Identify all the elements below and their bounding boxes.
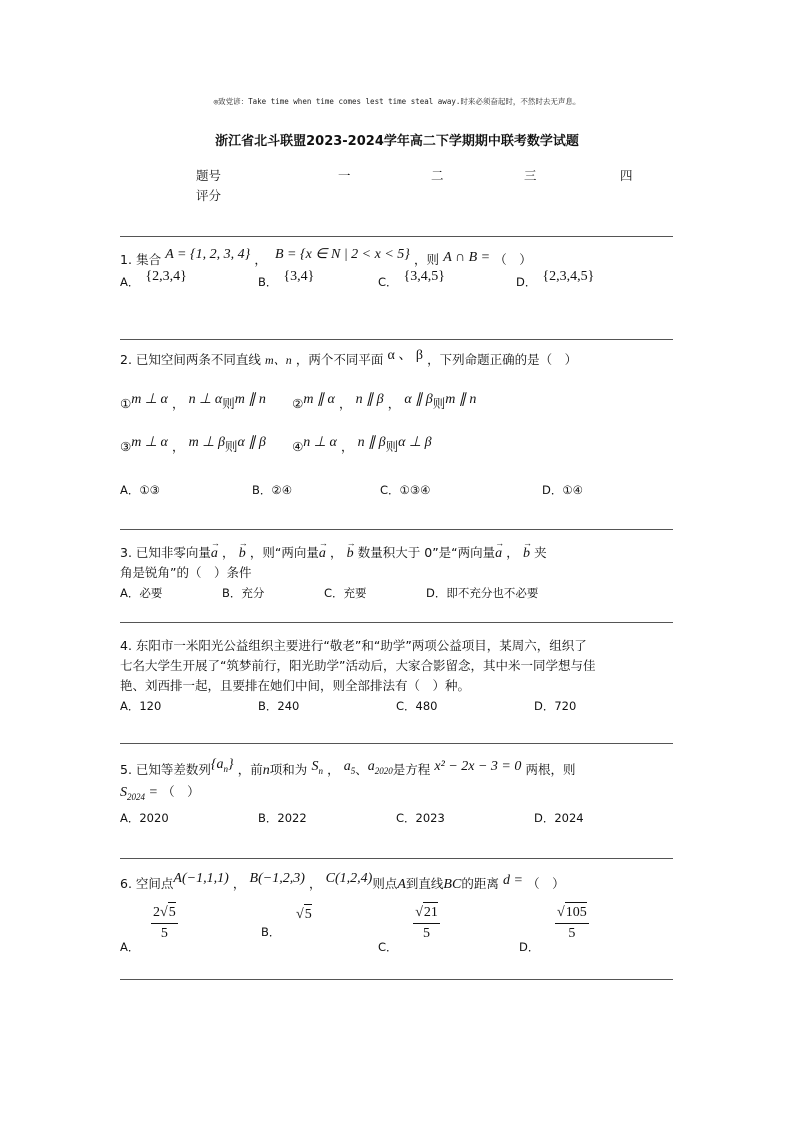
q1-intersection: A ∩ B = [443, 250, 491, 265]
q6-sep: ， [232, 876, 246, 891]
q1-text-then: ，则 [414, 252, 440, 267]
q1-blank: （ ） [494, 252, 532, 267]
q2-option-b[interactable]: B．②④ [252, 483, 293, 497]
q1-option-a[interactable]: A． {2,3,4} [120, 269, 187, 289]
divider [120, 743, 673, 744]
q5-option-a[interactable]: A．2020 [120, 811, 169, 825]
q3-sep: ， [329, 545, 343, 560]
q2-prop-4-a: n ⊥ α [303, 435, 337, 450]
q2-lines: m、n [265, 353, 292, 367]
divider [120, 529, 673, 530]
q3-text-4: 夹 [534, 545, 547, 560]
q2-prop-3-a: m ⊥ α [131, 435, 168, 450]
q5-option-c[interactable]: C．2023 [396, 811, 445, 825]
q2-prop-2-a: m ∥ α [303, 392, 335, 407]
q4-option-a[interactable]: A．120 [120, 699, 162, 713]
q3-text: 3. 已知非零向量 [120, 545, 211, 560]
question-2 [120, 350, 676, 370]
q3-vector-b: → b [523, 544, 530, 564]
q2-option-d[interactable]: D．①④ [542, 483, 583, 497]
q3-text-5: 角是锐角”的（ ）条件 [120, 565, 252, 580]
q2-then: 则 [385, 439, 399, 454]
q6-blank: （ ） [527, 876, 565, 891]
q3-text-3: 数量积大于 0”是“两向量 [357, 545, 496, 560]
q5-equation: x² − 2x − 3 = 0 [434, 759, 522, 774]
q6-point-a: A(−1,1,1) [173, 871, 229, 886]
divider [120, 236, 673, 237]
q5-option-b[interactable]: B．2022 [258, 811, 307, 825]
question-3 [120, 543, 676, 603]
q2-prop-1-marker: ① [120, 396, 132, 411]
q1-option-d[interactable]: D． {2,3,4,5} [516, 269, 595, 289]
q6-option-c[interactable]: C． $\frac{√21}{5}$ [378, 904, 440, 946]
score-col-4: 四 [620, 168, 633, 183]
q2-sep: ， [387, 396, 401, 411]
q5-text-4: 、 [355, 762, 368, 777]
q1-text: 集合 [136, 252, 162, 267]
q2-then: 则 [224, 439, 238, 454]
q1-sep: ， [254, 252, 267, 267]
q2-prop-1-a: m ⊥ α [131, 392, 168, 407]
q2-stem-3: ，下列命题正确的是（ ） [427, 352, 578, 367]
q6-text-2: 则点 [372, 876, 398, 891]
score-row-number [196, 166, 646, 186]
q6-sep: ， [309, 876, 322, 891]
score-label-grade: 评分 [196, 188, 222, 203]
question-1 [120, 247, 676, 296]
q5-option-d[interactable]: D．2024 [534, 811, 584, 825]
q2-propositions-row-2 [120, 437, 676, 457]
q5-a2020: $a_{2020}$ [367, 759, 393, 776]
q3-option-c[interactable]: C．充要 [324, 586, 367, 600]
divider [120, 622, 673, 623]
q3-vector-a: → a [211, 544, 218, 564]
score-row-grade [196, 186, 646, 206]
q2-prop-2-c: α ∥ β [404, 392, 433, 407]
q2-prop-3-c: α ∥ β [237, 435, 266, 450]
q2-sep: ， [172, 396, 185, 411]
q5-blank: （ ） [162, 784, 200, 799]
divider [120, 858, 673, 859]
q2-prop-4-c: α ⊥ β [398, 435, 432, 450]
q2-prop-3-b: m ⊥ β [188, 435, 225, 450]
question-4 [120, 636, 676, 716]
q6-option-a[interactable]: A． $\frac{2√5}{5}$ [120, 904, 178, 946]
q2-prop-1-c: m ∥ n [234, 392, 266, 407]
q2-stem-2: ，两个不同平面 [295, 352, 384, 367]
q1-option-b[interactable]: B． {3,4} [258, 269, 315, 289]
q6-text: 6. 空间点 [120, 876, 174, 891]
q3-option-a[interactable]: A．必要 [120, 586, 163, 600]
q5-sum-sn: $S_n$ [311, 759, 323, 776]
q5-text: 5. 已知等差数列 [120, 762, 211, 777]
q2-then: 则 [432, 396, 446, 411]
q6-point-b: B(−1,2,3) [249, 871, 305, 886]
question-6 [120, 871, 676, 954]
q1-option-c[interactable]: C． {3,4,5} [378, 269, 445, 289]
q3-vector-b: → b [239, 544, 246, 564]
q2-planes: α 、 β [387, 348, 423, 363]
q4-option-c[interactable]: C．480 [396, 699, 438, 713]
q3-vector-a: → a [319, 544, 326, 564]
q6-option-b[interactable]: B． √5 [261, 904, 312, 925]
q5-text-3: 项和为 [269, 762, 308, 777]
q3-vector-a: → a [495, 544, 502, 564]
q6-text-3: 到直线 [405, 876, 444, 891]
score-label-number: 题号 [196, 168, 222, 183]
q2-prop-1-b: n ⊥ α [188, 392, 223, 407]
q6-point-c: C(1,2,4) [325, 871, 373, 886]
page-motto: ◎致党谚：Take time when time comes lest time steal away.时来必须奋起时，不然时去无声息。 [213, 97, 581, 106]
score-col-2: 二 [431, 168, 444, 183]
q4-option-d[interactable]: D．720 [534, 699, 577, 713]
q5-n: n [262, 763, 270, 778]
q6-line-bc: BC [443, 877, 462, 892]
q3-text-2: ，则“两向量 [249, 545, 319, 560]
q2-prop-2-marker: ② [292, 396, 304, 411]
q2-prop-2-d: m ∥ n [445, 392, 477, 407]
q2-stem: 2. 已知空间两条不同直线 [120, 352, 261, 367]
exam-title: 浙江省北斗联盟2023-2024学年高二下学期期中联考数学试题 [215, 134, 579, 149]
q2-sep: ， [340, 439, 354, 454]
q6-text-4: 的距离 [461, 876, 499, 891]
score-table [196, 166, 646, 206]
q2-prop-3-marker: ③ [120, 439, 132, 454]
q2-prop-2-b: n ∥ β [355, 392, 384, 407]
q2-option-c[interactable]: C．①③④ [380, 483, 431, 497]
q2-options [120, 480, 676, 500]
q2-sep: ， [338, 396, 352, 411]
q4-line-2: 七名大学生开展了“筑梦前行，阳光助学”活动后，大家合影留念，其中米一同学想与佳 [120, 658, 596, 673]
q3-option-b[interactable]: B．充分 [222, 586, 265, 600]
q5-text-2: ，前 [237, 762, 263, 777]
divider [120, 979, 673, 980]
q6-point-label: A [397, 877, 406, 892]
q5-text-6: 两根，则 [525, 762, 576, 777]
q3-sep: ， [506, 545, 519, 560]
q1-set-b: B = {x ∈ N | 2 < x < 5} [274, 247, 410, 262]
q5-sep: ， [327, 762, 340, 777]
score-col-1: 一 [338, 168, 351, 183]
q3-option-d[interactable]: D．即不充分也不必要 [426, 586, 539, 600]
question-5 [120, 757, 676, 828]
q4-line-3: 艳、刘西排一起，且要排在她们中间，则全部排法有（ ）种。 [120, 678, 471, 693]
q3-vector-b: → b [347, 544, 354, 564]
q1-number: 1. [120, 252, 132, 267]
q4-option-b[interactable]: B．240 [258, 699, 300, 713]
q2-propositions-row-1 [120, 394, 676, 414]
q2-prop-4-marker: ④ [292, 439, 304, 454]
q6-option-d[interactable]: D． $\frac{√105}{5}$ [519, 904, 589, 946]
q1-set-a: A = {1, 2, 3, 4} [165, 247, 251, 262]
q2-prop-4-b: n ∥ β [357, 435, 386, 450]
q5-text-5: 是方程 [392, 762, 431, 777]
q4-line-1: 4. 东阳市一米阳光公益组织主要进行“敬老”和“助学”两项公益项目，某周六，组织了 [120, 638, 587, 653]
q2-then: 则 [222, 396, 235, 411]
score-col-3: 三 [524, 168, 537, 183]
q5-s2024: $S_{2024}$ = [120, 785, 158, 802]
divider [120, 339, 673, 340]
q6-distance: d = [502, 873, 523, 888]
q5-sequence: $\{a_n\}$ [210, 757, 234, 774]
q3-sep: ， [222, 545, 235, 560]
q5-a5: $a_5$ [343, 759, 356, 776]
q2-sep: ， [172, 439, 185, 454]
q2-option-a[interactable]: A．①③ [120, 483, 160, 497]
